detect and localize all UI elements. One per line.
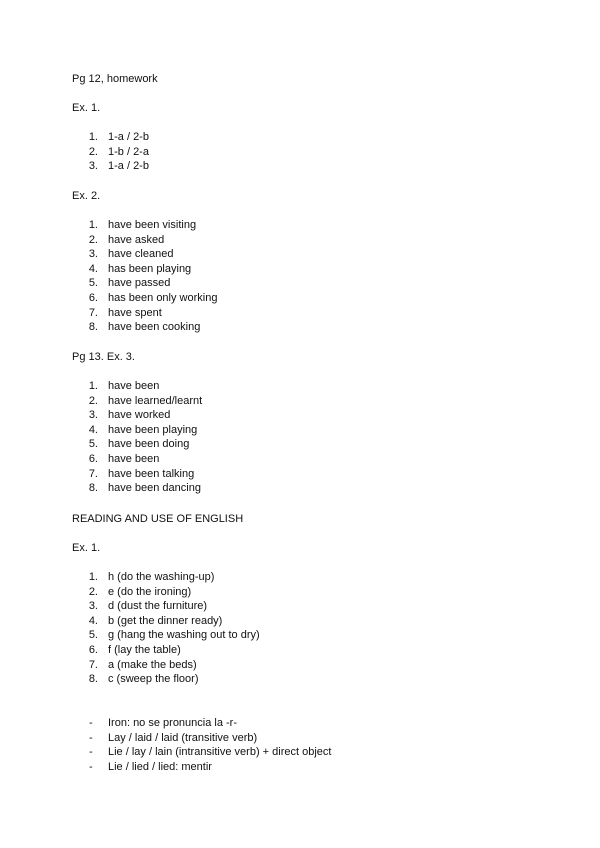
reading-section-heading: READING AND USE OF ENGLISH <box>72 513 244 525</box>
ex2-p12-heading: Ex. 2. <box>72 190 101 202</box>
page-title: Pg 12, homework <box>72 73 158 85</box>
ex1-p12-heading: Ex. 1. <box>72 102 101 114</box>
document-page: Pg 12, homework Ex. 1. 1. 1-a / 2-b 2. 1-b / 2-a 3. 1-a / 2-b Ex. 2. 1. have been visiting 2. have asked 3. have cleaned 4. has been playing 5. have passed 6. has been only working 7. have spent 8. have been cooking Pg 13. Ex. 3. 1. have been 2. have learned/learnt 3. have worked 4. have been playing 5. have been doing 6. have been 7. have been talking 8. have been dancing READING AND USE OF ENGLISH Ex. 1. 1. h (do the washing-up) 2. e (do the ironing) 3. d (dust the furniture) 4. b (get the dinner ready) 5. g (hang the washing out to dry) 6. f (lay the table) 7. a (make the beds) 8. c (sweep the floor) - Iron: no se pronuncia la -r- - Lay / laid / laid (transitive verb) - Lie / lay / lain (intransitive verb) + direct object - Lie / lied / lied: mentir <box>72 73 332 773</box>
reading-ex1-heading: Ex. 1. <box>72 542 101 554</box>
ex3-p13-heading: Pg 13. Ex. 3. <box>72 351 135 363</box>
